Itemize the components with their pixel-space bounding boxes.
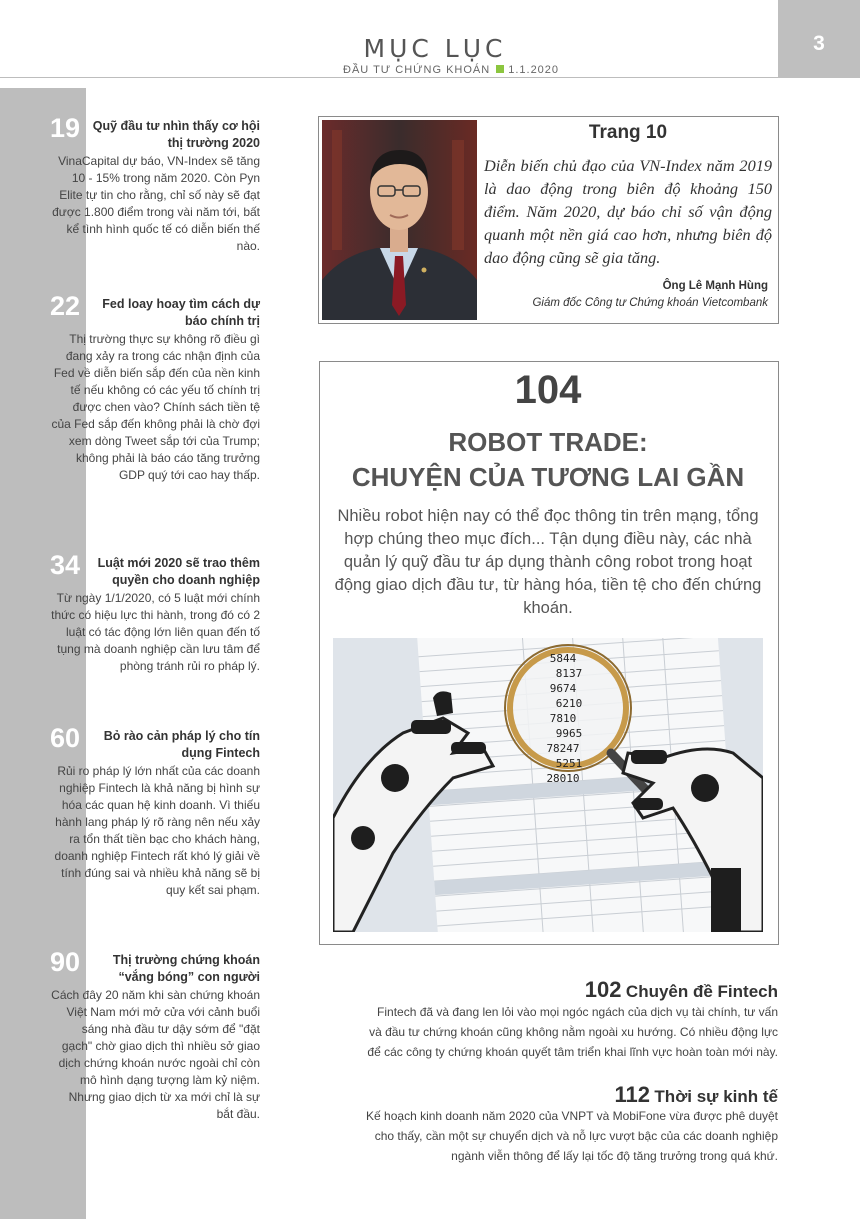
toc-summary: Từ ngày 1/1/2020, có 5 luật mới chính thức có hiệu lực thi hành, trong đó có 2 luật có tác động lớn liên quan đến tố tụng mà doanh nghiệp cần lưu tâm để phòng tránh rủi ro pháp lý. xyxy=(51,591,260,673)
portrait-photo xyxy=(322,120,477,320)
quote-heading: Trang 10 xyxy=(588,122,668,143)
text-line: Fintech đã và đang len lỏi vào mọi ngóc ngách của dịch vụ tài chính, tư vấn xyxy=(377,1005,778,1019)
lower-item-title: Thời sự kinh tế xyxy=(654,1087,778,1106)
toc-item-22[interactable] xyxy=(50,291,260,484)
robot-hands-image xyxy=(333,638,763,932)
text-line: Kế hoạch kinh doanh năm 2020 của VNPT và MobiFone vừa được phê duyệt xyxy=(366,1109,778,1123)
toc-page-number: 60 xyxy=(50,723,81,753)
text-line: ngành viễn thông để lấy lại tốc độ tăng trưởng trong quá khứ. xyxy=(451,1149,778,1163)
lower-item-number: 112 xyxy=(614,1082,650,1107)
toc-item-60[interactable] xyxy=(50,723,260,899)
magazine-name: ĐẦU TƯ CHỨNG KHOÁN xyxy=(343,64,491,76)
toc-item-90[interactable] xyxy=(50,947,260,1123)
feature-description: Nhiều robot hiện nay có thể đọc thông tin trên mạng, tổng hợp chúng theo mục đích... Tận dụng điều này, các nhà quản lý quỹ đầu tư áp dụng thành công robot trong hoạt động giao dịch đầu tư, từ hàng hóa, tiền tệ cho đến chứng khoán. xyxy=(334,507,762,617)
magnified-number: 5844 xyxy=(549,652,577,665)
toc-title: Quỹ đầu tư nhìn thấy cơ hội thị trường 2020 xyxy=(92,119,260,150)
magnified-number: 8137 xyxy=(555,667,583,680)
portrait-illustration xyxy=(322,120,477,320)
magnified-number: 5251 xyxy=(555,757,583,770)
text-line: cho thấy, cần một sự chuyển dịch và nỗ lực vượt bậc của các doanh nghiệp xyxy=(374,1129,778,1143)
lower-item-title: Chuyên đề Fintech xyxy=(625,982,778,1001)
toc-summary: Cách đây 20 năm khi sàn chứng khoán Việt Nam mới mở cửa với cảnh buổi sáng nhà đầu tư dậy sớm để "đặt gạch" chờ giao dịch thì nhiều sở giao dịch chứng khoán nước ngoài chỉ còn mô hình dạng tượng làm kỷ niệm. Nhưng giao dịch từ xa mới chỉ là sự bắt đầu. xyxy=(51,988,260,1121)
quote-author-role: Giám đốc Công tư Chứng khoán Vietcombank xyxy=(532,297,768,309)
feature-title-line2: CHUYỆN CỦA TƯƠNG LAI GẦN xyxy=(351,462,745,492)
text-line: để các công ty chứng khoán quyết tâm triển khai lĩnh vực hoàn toàn mới này. xyxy=(367,1045,778,1059)
magnified-number: 6210 xyxy=(555,697,583,710)
robot-illustration xyxy=(333,638,763,932)
page-number: 3 xyxy=(813,32,825,55)
toc-page-number: 22 xyxy=(50,291,81,321)
magnified-number: 78247 xyxy=(546,742,580,755)
header-divider xyxy=(0,77,778,78)
toc-page-number: 34 xyxy=(50,550,81,580)
lower-item-102-text xyxy=(367,1002,778,1062)
masthead-title: MỤC LỤC xyxy=(363,34,507,63)
feature-page-number: 104 xyxy=(514,368,582,412)
magnified-number: 9965 xyxy=(555,727,583,740)
toc-summary: VinaCapital dự báo, VN-Index sẽ tăng 10 - 15% trong năm 2020. Còn Pyn Elite tự tin cho rằng, chỉ số này sẽ đạt được 1.800 điểm trong vài năm tới, bất kể tình hình quốc tế có diễn biến thế nào. xyxy=(52,154,260,253)
lower-item-number: 102 xyxy=(584,977,622,1002)
toc-page-number: 90 xyxy=(50,947,81,977)
green-square-icon xyxy=(496,65,504,73)
lower-item-112-heading[interactable] xyxy=(614,1082,778,1108)
toc-title: Fed loay hoay tìm cách dự báo chính trị xyxy=(102,297,260,328)
toc-item-34[interactable] xyxy=(50,550,260,675)
toc-title: Bỏ rào cản pháp lý cho tín dụng Fintech xyxy=(103,729,260,760)
magnified-number: 7810 xyxy=(549,712,577,725)
quote-text: Diễn biến chủ đạo của VN-Index năm 2019 là dao động trong biên độ khoảng 150 điểm. Năm 2020, dự báo chỉ số vận động quanh một nền giá cao hơn, nhưng biên độ dao động cũng sẽ gia tăng. xyxy=(484,156,772,267)
toc-summary: Thị trường thực sự không rõ điều gì đang xảy ra trong các nhận định của Fed về diễn biến sắp đến của nền kinh tế nếu không có các yếu tố chính trị được chen vào? Chính sách tiền tệ của Fed sắp đến không phải là chờ đợi xem dòng Tweet sắp tới của Trump; không phải là báo cáo tăng trưởng GDP quý tới cao hay thấp. xyxy=(51,332,260,482)
quote-author: Ông Lê Mạnh Hùng xyxy=(662,280,768,292)
lower-item-102-heading[interactable] xyxy=(585,977,778,1003)
toc-title: Thị trường chứng khoán “vắng bóng” con người xyxy=(112,953,260,984)
masthead-subtitle xyxy=(343,64,559,76)
text-line: và đầu tư chứng khoán cũng không nằm ngoài xu hướng. Có nhiều động lực xyxy=(369,1025,778,1039)
lower-item-112-text xyxy=(366,1106,778,1166)
issue-date: 1.1.2020 xyxy=(508,64,560,76)
magnified-number: 9674 xyxy=(549,682,577,695)
feature-title-line1: ROBOT TRADE: xyxy=(448,427,648,457)
toc-page-number: 19 xyxy=(50,113,81,143)
toc-summary: Rủi ro pháp lý lớn nhất của các doanh nghiệp Fintech là khả năng bị hình sự hóa các quan hệ kinh doanh. Vì thiếu hành lang pháp lý rõ ràng nên nếu xảy ra tổn thất tiền bạc cho khách hàng, doanh nghiệp Fintech rất khó lý giải về tính đúng sai và nhiều khả năng sẽ bị quy kết sai phạm. xyxy=(54,764,260,897)
toc-item-19[interactable] xyxy=(50,113,260,255)
magnified-number: 28010 xyxy=(546,772,580,785)
toc-title: Luật mới 2020 sẽ trao thêm quyền cho doanh nghiệp xyxy=(97,556,260,587)
